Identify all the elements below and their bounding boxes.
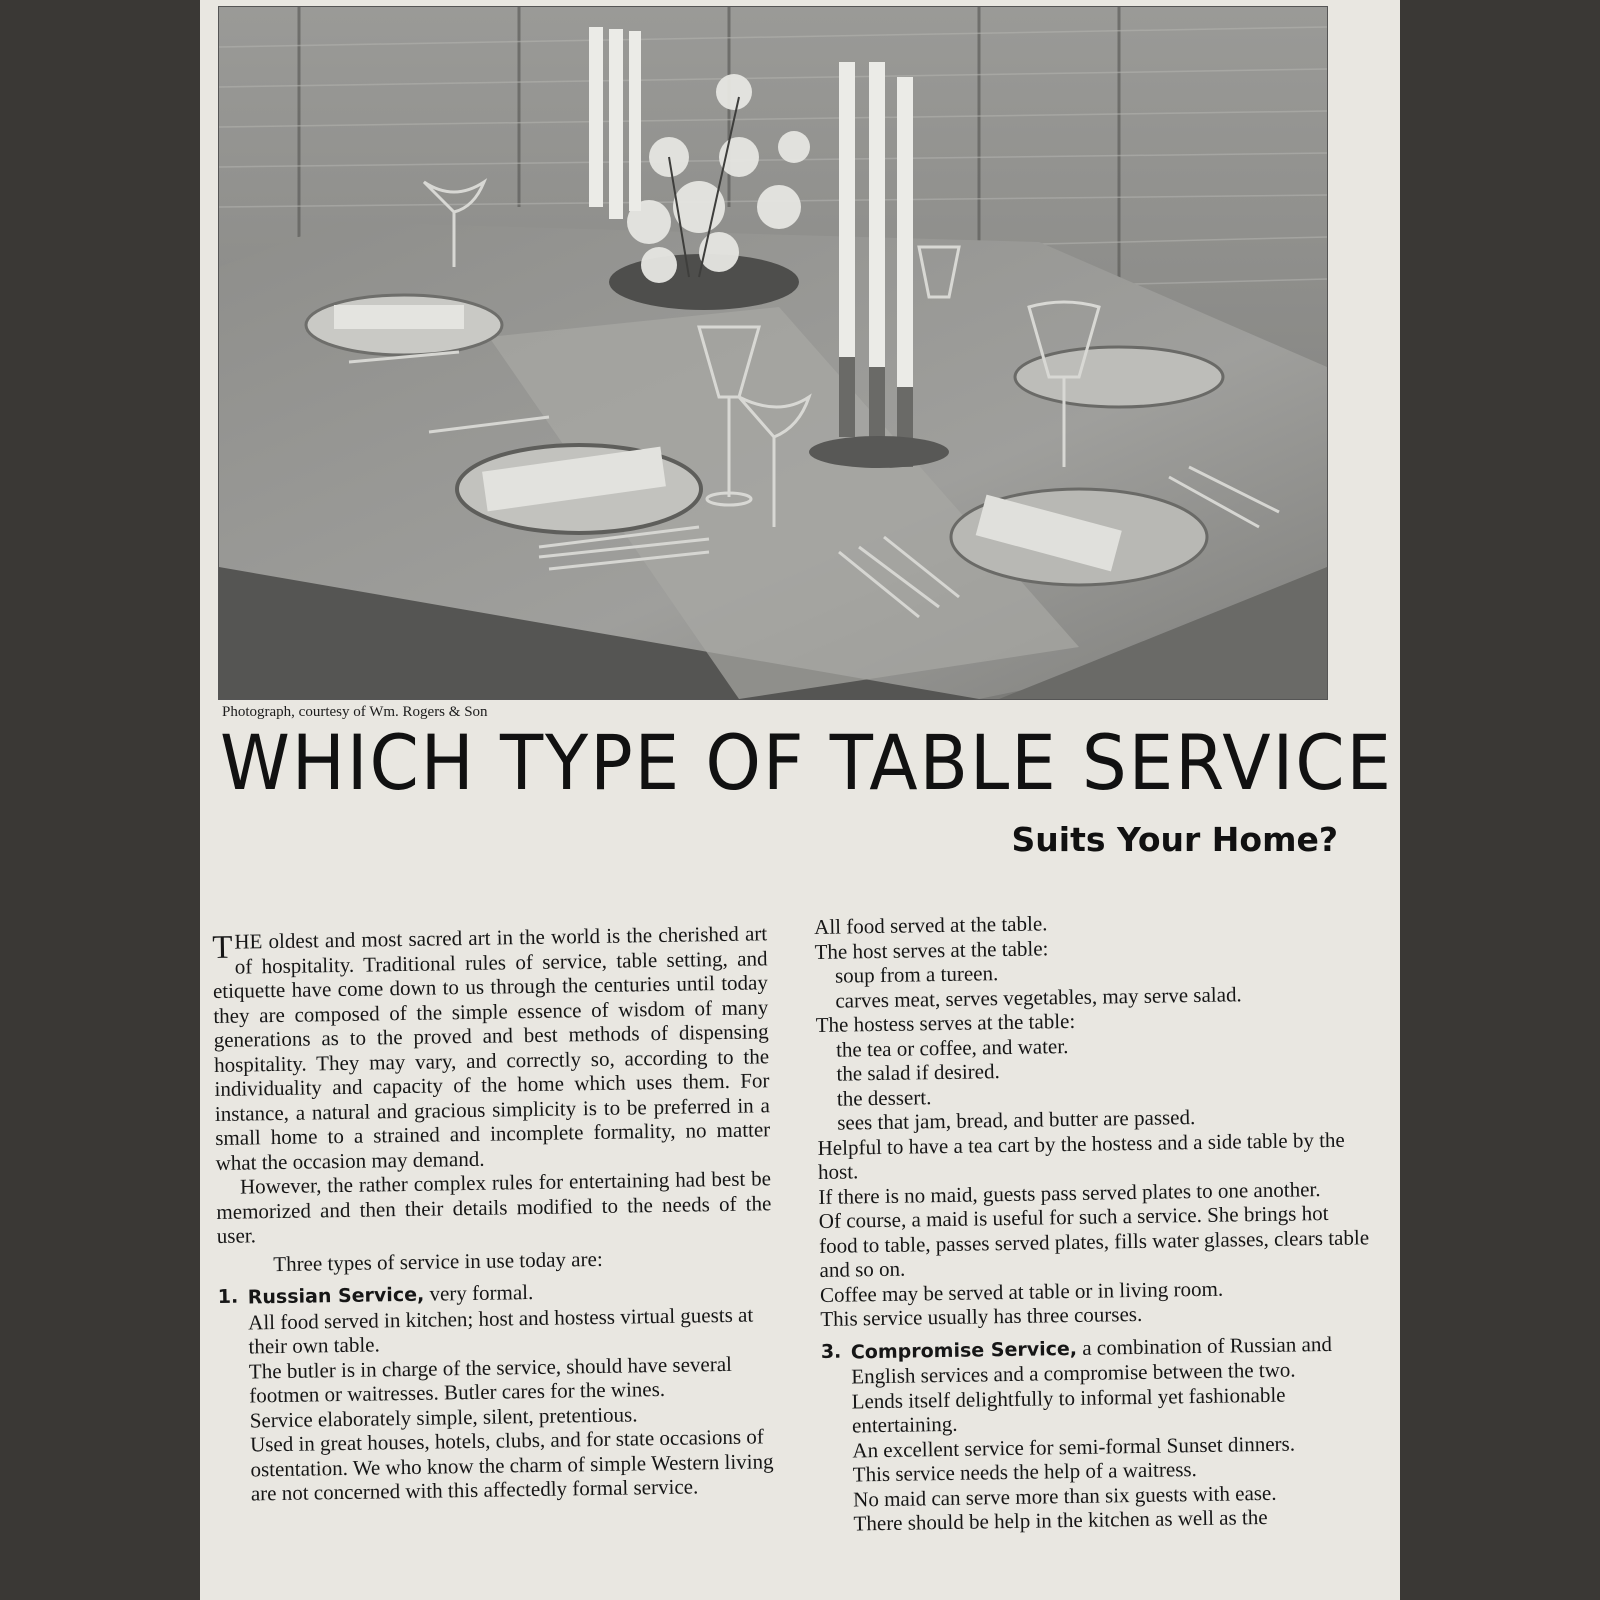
compromise-line: An excellent service for semi-formal Sunset dinners. — [852, 1431, 1296, 1462]
russian-line: All food served in kitchen; host and hostess virtual guests at their own table. — [247, 1302, 754, 1359]
compromise-line: This service needs the help of a waitress. — [852, 1457, 1198, 1487]
drop-cap: T — [212, 929, 233, 966]
service-types-intro: Three types of service in use today are: — [273, 1246, 603, 1276]
russian-line: Used in great houses, hotels, clubs, and for state occasions of ostentation. We who know the charm of simple Western living are not concerned with this affectedly formal service. — [249, 1424, 774, 1506]
english-line: All food served at the table. — [814, 911, 1048, 939]
russian-line: The butler is in charge of the service, should have several footmen or waitresses. Butler cares for the wines. — [248, 1351, 733, 1408]
compromise-line: No maid can serve more than six guests with ease. — [852, 1480, 1277, 1511]
intro-paragraph — [212, 921, 771, 1175]
compromise-number: 3. — [820, 1340, 842, 1363]
table-setting-photo — [218, 6, 1328, 700]
russian-line: Service elaborately simple, silent, pretentious. — [249, 1401, 638, 1432]
russian-desc: very formal. — [429, 1280, 534, 1306]
hostess-item: the dessert. — [836, 1084, 932, 1111]
compromise-line: There should be help in the kitchen as well as the — [853, 1504, 1268, 1536]
table-setting-illustration — [219, 7, 1327, 699]
russian-name: Russian Service, — [247, 1283, 425, 1309]
hostess-intro: The hostess serves at the table: — [815, 1008, 1076, 1037]
compromise-desc: a combination of Russian and English services and a compromise between the two. — [851, 1331, 1333, 1389]
left-column — [212, 921, 776, 1506]
english-line: Helpful to have a tea cart by the hostess and a side table by the host. — [817, 1127, 1345, 1184]
english-line: This service usually has three courses. — [820, 1301, 1143, 1331]
compromise-name: Compromise Service, — [850, 1337, 1078, 1363]
right-column — [814, 906, 1376, 1536]
intro-text: HE oldest and most sacred art in the world is the cherished art of hospitality. Traditional rules of service, table setting, and etiquette have come down to us through the centuries until today they are composed of the simple essence of wisdom of many generations as to the proved and best methods of dispensing hospitality. They may vary, and correctly so, according to the individuality and capacity of the home which uses them. For instance, a natural and gracious simplicity is to be preferred in a small home to a strained and incomplete formality, no matter what the occasion may demand. — [212, 921, 771, 1175]
subheadline: Suits Your Home? — [1011, 820, 1338, 859]
hostess-item: the salad if desired. — [836, 1059, 1000, 1086]
compromise-line: Lends itself delightfully to informal yet fashionable entertaining. — [851, 1382, 1286, 1438]
russian-service — [218, 1276, 776, 1506]
hostess-item: sees that jam, bread, and butter are passed. — [837, 1105, 1196, 1135]
intro-paragraph-2: However, the rather complex rules for entertaining had best be memorized and then their details modified to the needs of the user. — [216, 1166, 772, 1248]
english-line: Of course, a maid is useful for such a service. She brings hot food to table, passes served plates, fills water glasses, clears table and so on. — [818, 1200, 1370, 1282]
english-line: The host serves at the table: — [814, 935, 1049, 964]
compromise-service — [821, 1331, 1376, 1537]
photo-caption: Photograph, courtesy of Wm. Rogers & Son — [222, 704, 488, 720]
english-line: If there is no maid, guests pass served plates to one another. — [818, 1176, 1321, 1209]
host-item: carves meat, serves vegetables, may serve salad. — [835, 981, 1242, 1013]
hostess-item: the tea or coffee, and water. — [835, 1033, 1069, 1062]
english-service — [814, 906, 1372, 1331]
magazine-page — [200, 0, 1400, 1600]
english-line: Coffee may be served at table or in living room. — [819, 1276, 1224, 1307]
host-item: soup from a tureen. — [834, 961, 999, 988]
headline: WHICH TYPE OF TABLE SERVICE — [220, 718, 1393, 807]
russian-number: 1. — [217, 1285, 239, 1308]
